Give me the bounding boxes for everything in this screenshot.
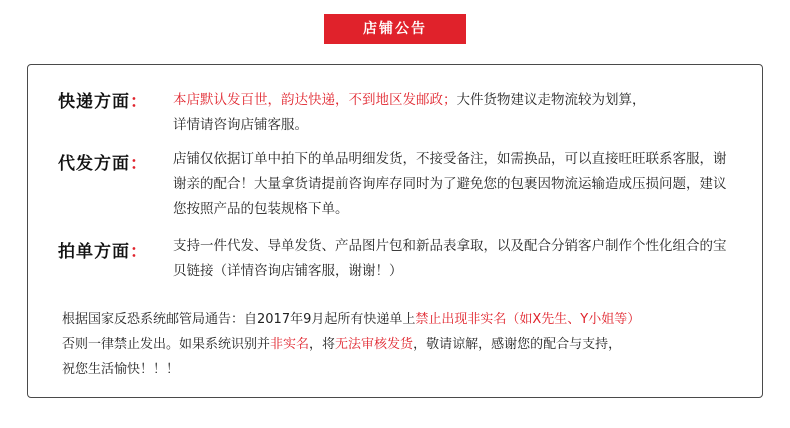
footer-notice <box>62 307 752 382</box>
section-content-shipping <box>173 88 733 138</box>
announcement-title: 店铺公告 <box>324 14 466 44</box>
footer-text: 根据国家反恐系统邮管局通告：自2017年9月起所有快递单上 <box>62 312 416 327</box>
footer-text: ，敬请谅解，感谢您的配合与支持， <box>413 337 622 352</box>
footer-text: 祝您生活愉快！！！ <box>62 362 180 377</box>
footer-highlight: 非实名 <box>270 337 310 352</box>
footer-text: ，将 <box>309 337 336 352</box>
footer-highlight: 禁止出现非实名（如X先生、Y小姐等） <box>415 312 641 327</box>
section-label-shipping <box>58 87 148 112</box>
shipping-text: 大件货物建议走物流较为划算， <box>456 92 646 108</box>
notice-box <box>27 64 763 398</box>
section-content-dropship: 店铺仅依据订单中拍下的单品明细发货，不接受备注，如需换品，可以直接旺旺联系客服，谢谢亲的配合！大量拿货请提前咨询库存同时为了避免您的包裹因物流运输造成压损问题，建议您按照产品的包装规格下单。 <box>173 151 727 217</box>
section-content-ordering: 支持一件代发、导单发货、产品图片包和新品表拿取，以及配合分销客户制作个性化组合的宝贝链接（详情咨询店铺客服，谢谢！） <box>173 238 727 279</box>
label-text: 拍单方面 <box>58 242 130 262</box>
label-colon: ： <box>130 242 148 262</box>
shipping-text-line2: 详情请咨询店铺客服。 <box>173 117 308 133</box>
label-text: 快递方面 <box>58 92 130 112</box>
label-colon: ： <box>130 92 148 112</box>
section-label-ordering <box>58 237 148 262</box>
label-text: 代发方面 <box>58 154 130 174</box>
footer-highlight: 无法审核发货 <box>335 337 414 352</box>
label-colon: ： <box>130 154 148 174</box>
section-label-dropship <box>58 149 148 174</box>
shipping-highlight: 本店默认发百世，韵达快递，不到地区发邮政； <box>173 92 457 108</box>
footer-text: 否则一律禁止发出。如果系统识别并 <box>62 337 271 352</box>
